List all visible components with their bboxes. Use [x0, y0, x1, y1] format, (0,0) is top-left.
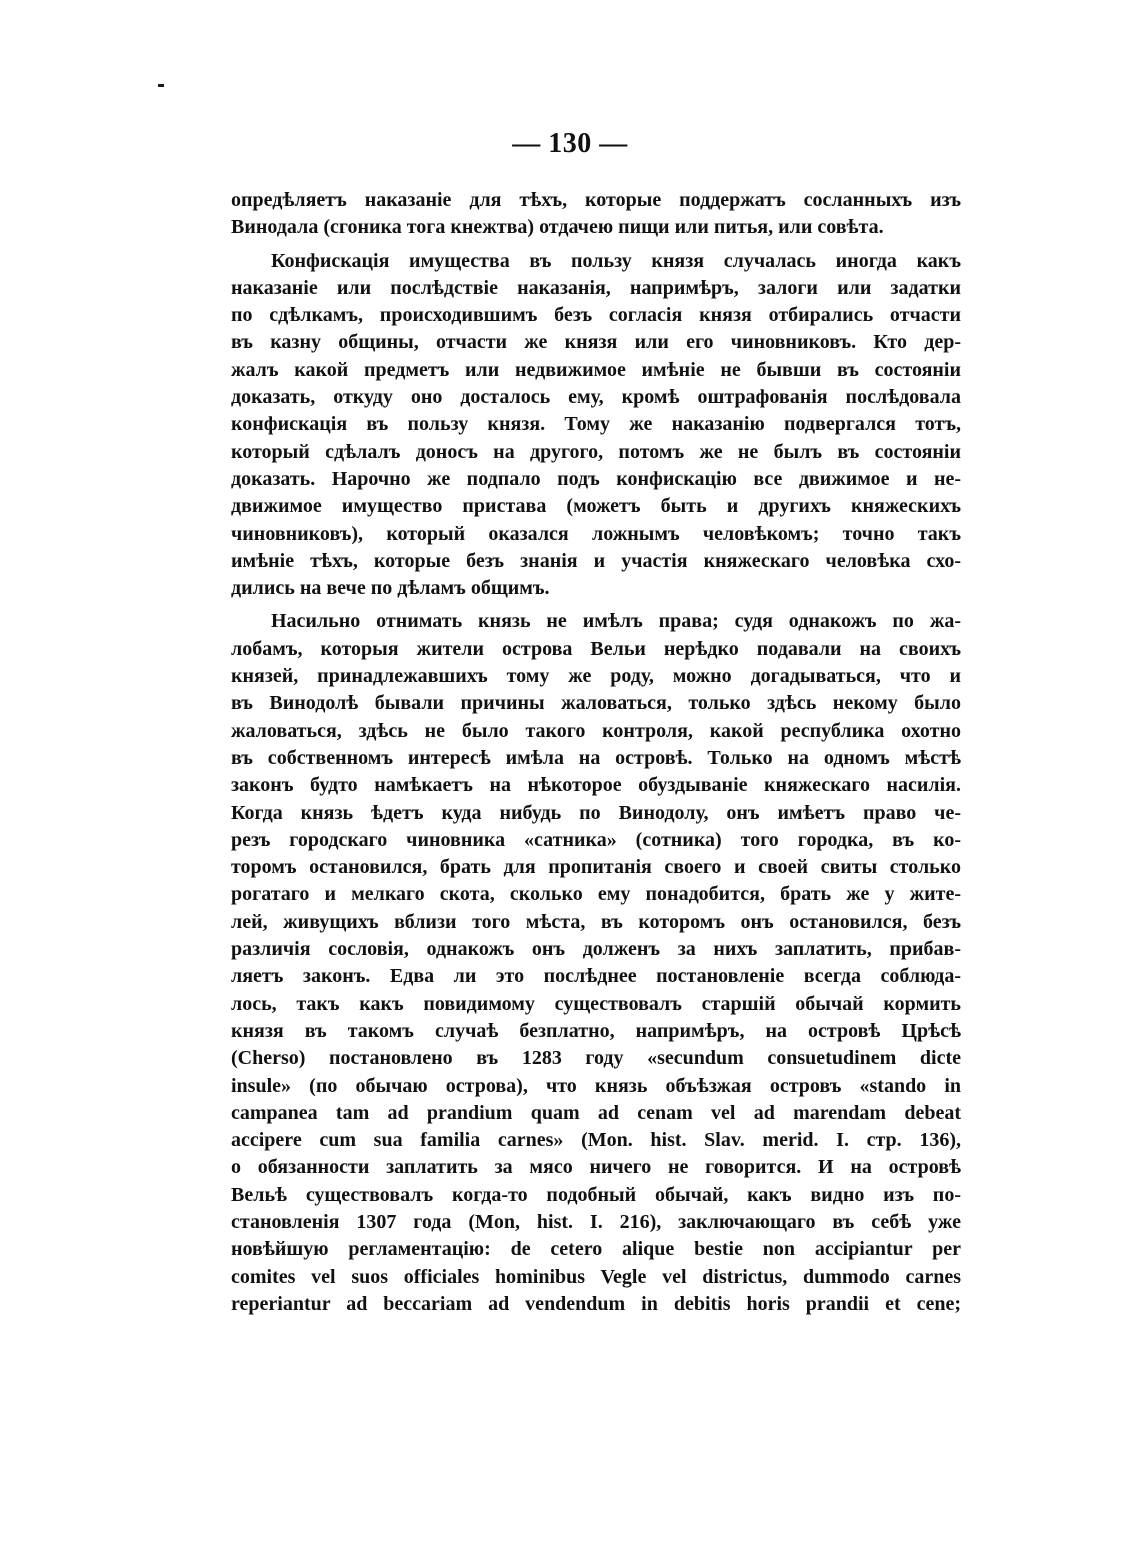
body-text	[231, 187, 961, 1318]
text-line: о обязанности заплатить за мясо ничего не говорится. И на островѣ	[231, 1156, 961, 1179]
text-line: Когда князь ѣдетъ куда нибудь по Винодолу, онъ имѣетъ право че-	[231, 801, 961, 824]
text-line: Насильно отнимать князь не имѣлъ права; судя однакожъ по жа-	[271, 610, 961, 633]
text-line: insule» (по обычаю острова), что князь объѣзжая островъ «stando in	[231, 1074, 961, 1097]
text-line: жалъ какой предметъ или недвижимое имѣніе не бывши въ состояніи	[231, 358, 961, 381]
paragraph	[231, 248, 961, 603]
text-line: который сдѣлалъ доносъ на другого, потомъ же не былъ въ состояніи	[231, 440, 961, 463]
text-line: различія сословія, однакожъ онъ долженъ за нихъ заплатить, прибав-	[231, 938, 961, 961]
text-line: торомъ остановился, брать для пропитанія своего и своей свиты столько	[231, 856, 961, 879]
text-line: comites vel suos officiales hominibus Vegle vel districtus, dummodo carnes	[231, 1265, 961, 1288]
text-line: жаловаться, здѣсь не было такого контроля, какой республика охотно	[231, 719, 961, 742]
text-line: законъ будто намѣкаетъ на нѣкоторое обуздываніе княжескаго насилія.	[231, 774, 961, 797]
text-line: конфискація въ пользу князя. Тому же наказанію подвергался тотъ,	[231, 413, 961, 436]
text-line: Конфискація имущества въ пользу князя случалась иногда какъ	[271, 249, 961, 272]
text-line: лось, такъ какъ повидимому существовалъ старшій обычай кормить	[231, 992, 961, 1015]
text-line: (Cherso) постановлено въ 1283 году «secundum consuetudinem dicte	[231, 1047, 961, 1070]
text-line: лобамъ, которыя жители острова Вельи нерѣдко подавали на своихъ	[231, 637, 961, 660]
text-line: въ Винодолѣ бывали причины жаловаться, только здѣсь некому было	[231, 692, 961, 715]
text-line: дились на вече по дѣламъ общимъ.	[231, 577, 550, 600]
text-line: становленія 1307 года (Mon, hist. I. 216), заключающаго въ себѣ уже	[231, 1210, 961, 1233]
text-line: reperiantur ad beccariam ad vendendum in debitis horis prandii et cene;	[231, 1292, 961, 1315]
text-line: князя въ такомъ случаѣ безплатно, напримѣръ, на островѣ Црѣсѣ	[231, 1019, 961, 1042]
paragraph	[231, 187, 961, 242]
text-line: новѣйшую регламентацію: de cetero alique bestie non accipiantur per	[231, 1238, 961, 1261]
page-number: — 130 —	[512, 128, 628, 159]
text-line: рогатаго и мелкаго скота, сколько ему понадобится, брать же у жите-	[231, 883, 961, 906]
text-line: движимое имущество пристава (можетъ быть и другихъ княжескихъ	[231, 495, 961, 518]
text-line: князей, принадлежавшихъ тому же роду, можно догадываться, что и	[231, 665, 961, 688]
text-line: наказаніе или послѣдствіе наказанія, напримѣръ, залоги или задатки	[231, 276, 961, 299]
text-line: въ собственномъ интересѣ имѣла на островѣ. Только на одномъ мѣстѣ	[231, 746, 961, 769]
text-line: по сдѣлкамъ, происходившимъ безъ согласія князя отбирались отчасти	[231, 304, 961, 327]
text-line: campanea tam ad prandium quam ad cenam vel ad marendam debeat	[231, 1101, 961, 1124]
text-line: имѣніе тѣхъ, которые безъ знанія и участія княжескаго человѣка схо-	[231, 549, 961, 572]
paragraph	[231, 608, 961, 1318]
text-line: Вельѣ существовалъ когда-то подобный обычай, какъ видно изъ по-	[231, 1183, 961, 1206]
text-line: Винодала (сгоника тога кнежтва) отдачею пищи или питья, или совѣта.	[231, 216, 884, 239]
text-line: ляетъ законъ. Едва ли это послѣднее постановленіе всегда соблюда-	[231, 965, 961, 988]
text-line: accipere cum sua familia carnes» (Mon. hist. Slav. merid. I. стр. 136),	[231, 1129, 961, 1152]
text-line: опредѣляетъ наказаніе для тѣхъ, которые поддержатъ сосланныхъ изъ	[231, 189, 961, 211]
text-line: чиновниковъ), который оказался ложнымъ человѣкомъ; точно такъ	[231, 522, 961, 545]
text-line: въ казну общины, отчасти же князя или его чиновниковъ. Кто дер-	[231, 331, 961, 354]
text-line: доказать. Нарочно же подпало подъ конфискацію все движимое и не-	[231, 467, 961, 490]
text-line: резъ городскаго чиновника «сатника» (сотника) того городка, въ ко-	[231, 828, 961, 851]
text-line: лей, живущихъ вблизи того мѣста, въ которомъ онъ остановился, безъ	[231, 910, 961, 933]
text-line: доказать, откуду оно досталось ему, кромѣ оштрафованія послѣдовала	[231, 386, 961, 409]
ink-speck	[158, 84, 164, 87]
